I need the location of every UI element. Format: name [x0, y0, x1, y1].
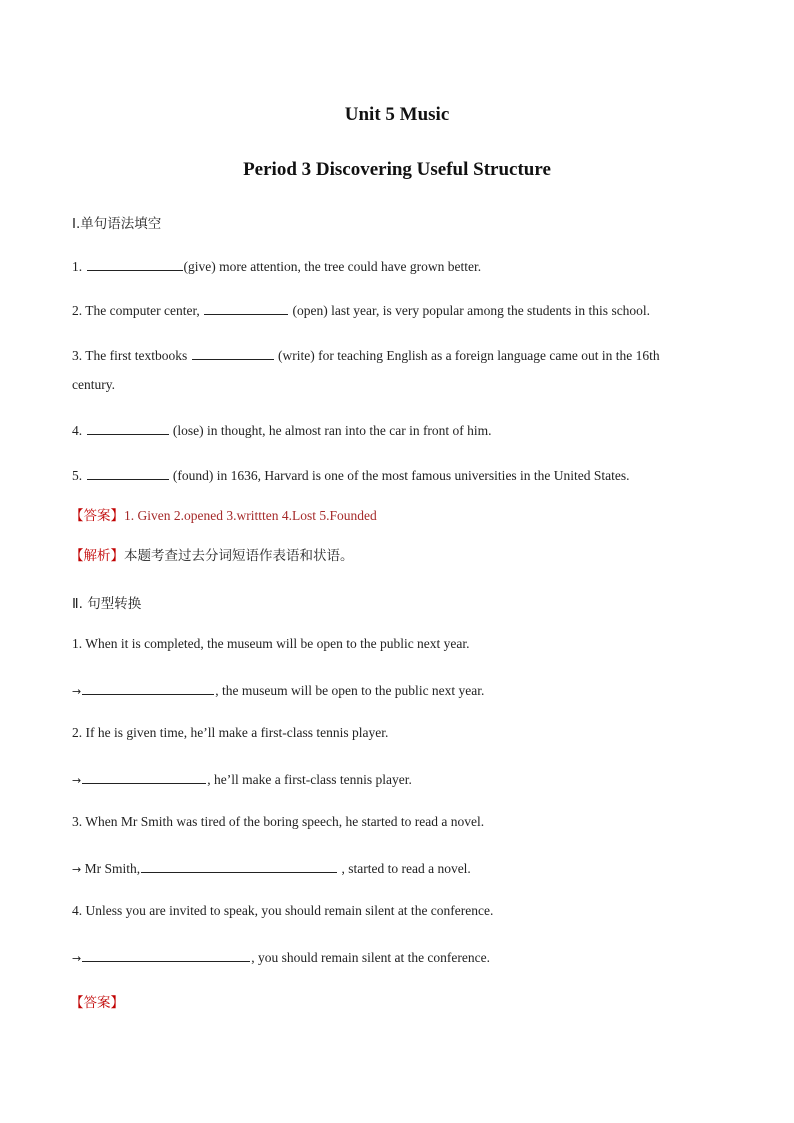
exercise-3-continuation: century. [72, 377, 115, 392]
exercise-number: 1. [72, 259, 83, 274]
arrow-icon: → [72, 774, 82, 787]
transform-1-sentence: 1. When it is completed, the museum will be open to the public next year. [72, 636, 470, 651]
transform-3-rewrite [72, 859, 471, 877]
rewrite-text: , started to read a novel. [338, 861, 471, 876]
transform-1-rewrite [72, 681, 484, 699]
page-subtitle: Period 3 Discovering Useful Structure [243, 159, 551, 180]
rewrite-text: , he’ll make a first-class tennis player. [207, 772, 412, 787]
exercise-text: (open) last year, is very popular among the students in this school. [292, 303, 651, 318]
exercise-4 [72, 421, 492, 439]
answer-label: 【答案】 [70, 995, 124, 1011]
exercise-number: 3. [72, 348, 83, 363]
answer-blank[interactable] [82, 770, 206, 784]
exercise-text: (found) in 1636, Harvard is one of the most famous universities in the United States. [172, 468, 630, 483]
transform-2-sentence: 2. If he is given time, he’ll make a first-class tennis player. [72, 725, 389, 740]
exercise-text: (lose) in thought, he almost ran into the car in front of him. [172, 423, 492, 438]
rewrite-text: , the museum will be open to the public next year. [215, 683, 485, 698]
transform-3-sentence: 3. When Mr Smith was tired of the boring speech, he started to read a novel. [72, 814, 485, 829]
exercise-number: 2. [72, 303, 83, 318]
answer-blank[interactable] [87, 466, 169, 480]
section1-answer [70, 504, 377, 524]
answer-blank[interactable] [87, 257, 183, 271]
exercise-text-before: The first textbooks [85, 348, 188, 363]
rewrite-text: , you should remain silent at the conference. [251, 950, 491, 965]
exercise-number: 5. [72, 468, 83, 483]
answer-blank[interactable] [87, 421, 169, 435]
answer-blank[interactable] [141, 859, 337, 873]
arrow-icon: → [72, 952, 82, 965]
exercise-5 [72, 466, 630, 484]
exercise-number: 4. [72, 423, 83, 438]
answer-text: 1. Given 2.opened 3.writtten 4.Lost 5.Founded [124, 508, 377, 523]
transform-4-rewrite [72, 948, 490, 966]
arrow-icon: → [72, 685, 82, 698]
arrow-icon: → [72, 863, 82, 876]
answer-label: 【答案】 [70, 508, 124, 524]
exercise-2 [72, 301, 650, 319]
analysis-label: 【解析】 [70, 548, 124, 564]
answer-blank[interactable] [82, 948, 250, 962]
rewrite-text-before: Mr Smith, [81, 861, 141, 876]
answer-blank[interactable] [204, 301, 288, 315]
analysis-text: 本题考查过去分词短语作表语和状语。 [124, 548, 354, 564]
exercise-text: (give) more attention, the tree could have grown better. [183, 259, 482, 274]
section1-heading: I.单句语法填空 [72, 216, 162, 232]
section2-answer [70, 991, 124, 1011]
transform-2-rewrite [72, 770, 412, 788]
answer-blank[interactable] [192, 346, 274, 360]
exercise-3 [72, 346, 660, 364]
exercise-1 [72, 257, 481, 275]
section2-heading: Ⅱ. 句型转换 [72, 596, 142, 612]
section1-analysis [70, 544, 354, 564]
transform-4-sentence: 4. Unless you are invited to speak, you should remain silent at the conference. [72, 903, 494, 918]
answer-blank[interactable] [82, 681, 214, 695]
exercise-text: (write) for teaching English as a foreign language came out in the 16th [278, 348, 660, 363]
page-title: Unit 5 Music [344, 104, 450, 125]
exercise-text-before: The computer center, [85, 303, 200, 318]
